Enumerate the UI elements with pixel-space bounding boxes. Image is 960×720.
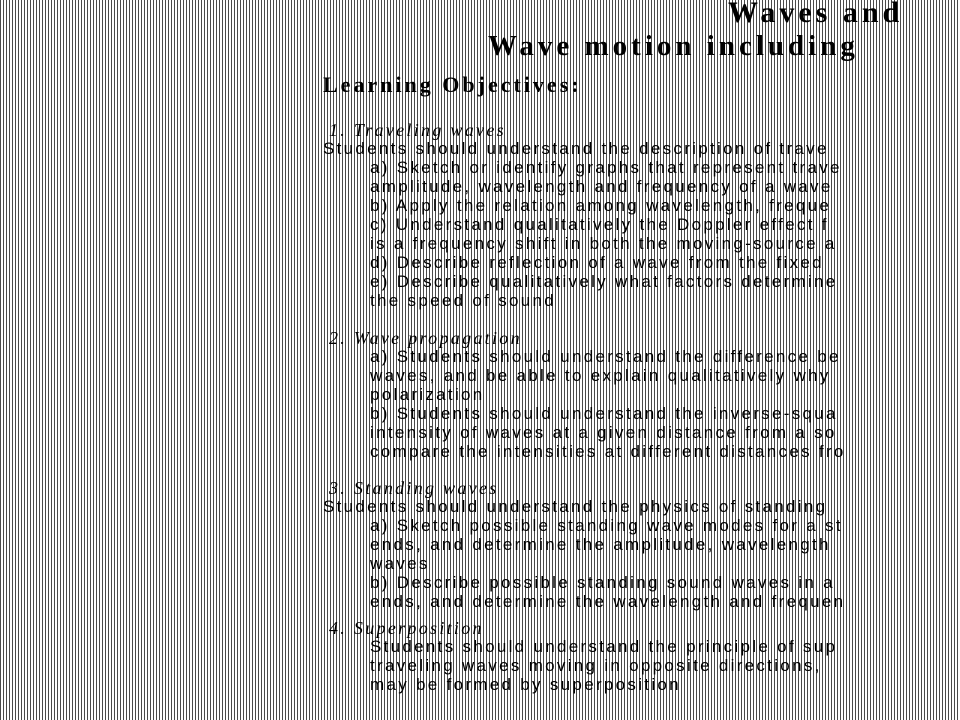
slide-title (0, 0, 960, 70)
objective-line: the speed of sound (370, 291, 557, 310)
objective-line: ends, and determine the amplitude, wavelength (370, 535, 831, 554)
objective-line: Students should understand the principle of sup (370, 637, 838, 656)
objective-line: may be formed by superposition (370, 675, 681, 694)
objective-line: intensity of waves at a given distance from a so (370, 423, 837, 442)
objective-line: a) Sketch or identify graphs that represent trave (370, 158, 842, 177)
section-name: Standing waves (353, 478, 499, 498)
objective-line: compare the intensities at different distances fro (370, 442, 846, 461)
section-header (329, 120, 506, 140)
section-header (329, 478, 499, 498)
section-header (329, 328, 522, 348)
objectives-list (0, 120, 960, 720)
objective-line: b) Students should understand the inverse-squa (370, 404, 838, 423)
section-header (329, 618, 484, 638)
learning-objectives-heading: Learning Objectives: (323, 72, 582, 97)
section-number: 1. (329, 120, 348, 140)
title-line-2: Wave motion including (488, 30, 859, 62)
objective-line: a) Students should understand the difference be (370, 347, 841, 366)
title-line-1: Waves and (728, 0, 904, 29)
objective-line: c) Understand qualitatively the Doppler effect f (370, 215, 829, 234)
objective-line: b) Apply the relation among wavelength, freque (370, 196, 832, 215)
objective-line: b) Describe possible standing sound waves in a (370, 573, 835, 592)
section-number: 2. (329, 328, 348, 348)
section-number: 3. (329, 478, 348, 498)
objective-line: ends, and determine the wavelength and frequen (370, 592, 846, 611)
objective-line: a) Sketch possible standing wave modes for a st (370, 516, 843, 535)
objective-line: Students should understand the description of trave (323, 139, 829, 158)
objective-line: d) Describe reflection of a wave from the fixed (370, 253, 824, 272)
objective-line: e) Describe qualitatively what factors determine (370, 272, 838, 291)
objective-line: traveling waves moving in opposite directions, (370, 656, 822, 675)
section-name: Wave propagation (353, 328, 522, 348)
section-name: Traveling waves (353, 120, 506, 140)
objective-line: Students should understand the physics of standing (323, 497, 828, 516)
objective-line: waves, and be able to explain qualitatively why (370, 366, 831, 385)
objective-line: is a frequency shift in both the moving-source a (370, 234, 837, 253)
objective-line: polarization (370, 385, 485, 404)
section-name: Superposition (353, 618, 484, 638)
section-number: 4. (329, 618, 348, 638)
objective-line: waves (370, 554, 430, 573)
objective-line: amplitude, wavelength and frequency of a wave (370, 177, 833, 196)
